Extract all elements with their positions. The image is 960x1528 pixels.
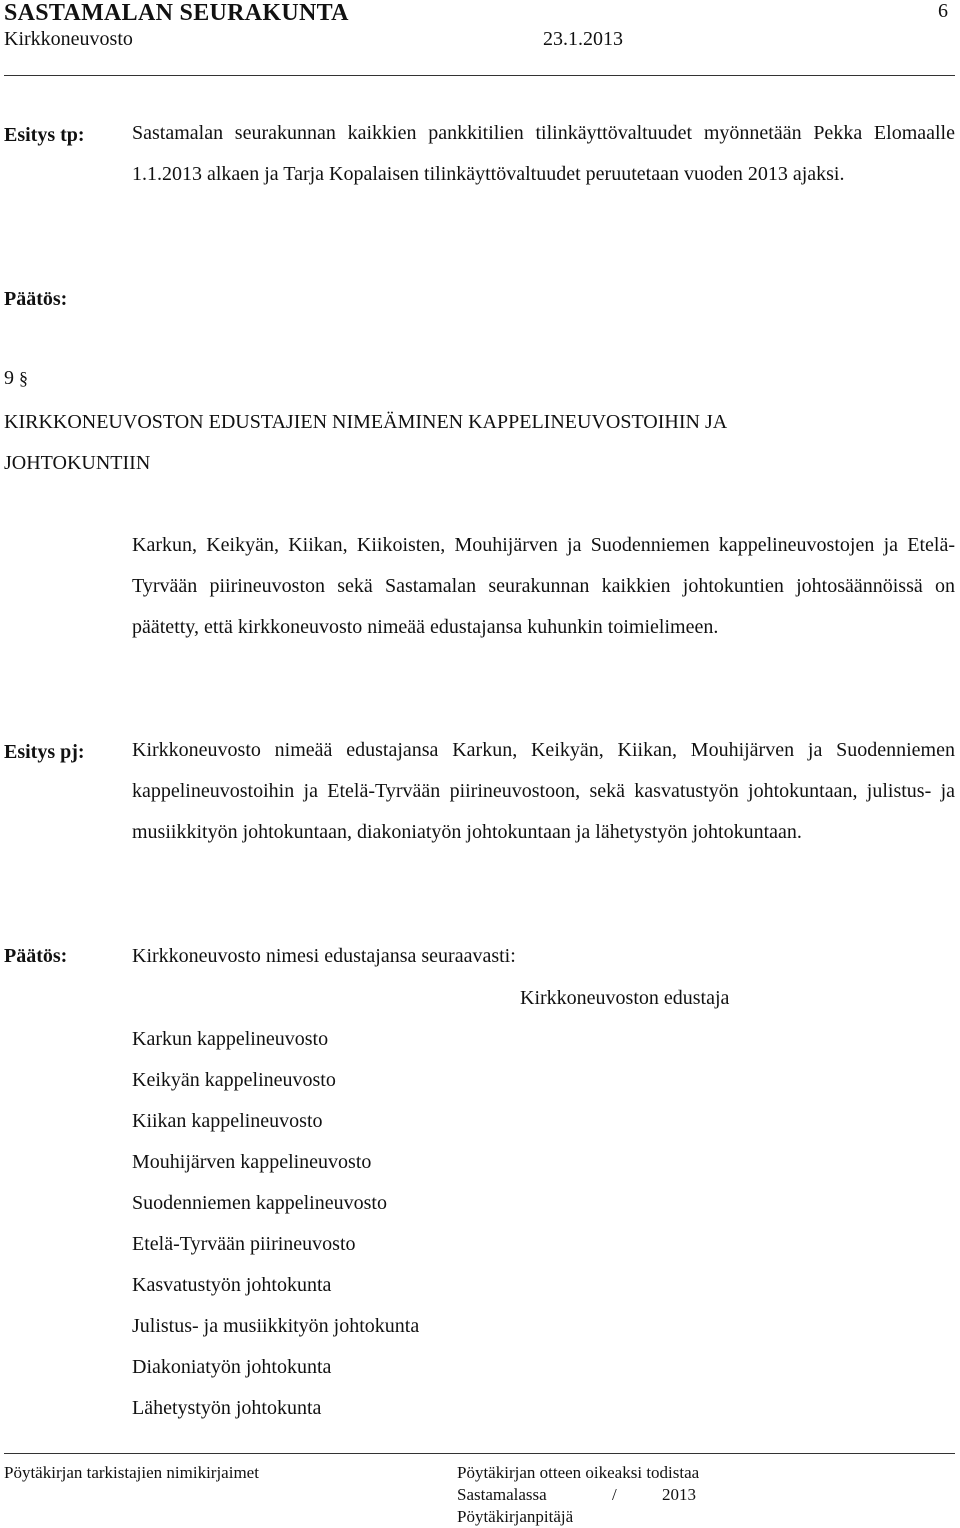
- list-item: Karkun kappelineuvosto: [132, 1028, 329, 1050]
- list-item: Suodenniemen kappelineuvosto: [132, 1192, 387, 1214]
- footer-initials-label: Pöytäkirjan tarkistajien nimikirjaimet: [4, 1463, 259, 1482]
- footer-year: 2013: [662, 1485, 696, 1504]
- decision-text: Kirkkoneuvosto nimesi edustajansa seuraavasti:: [132, 945, 516, 967]
- list-item: Etelä-Tyrvään piirineuvosto: [132, 1233, 356, 1255]
- proposal-text: Kirkkoneuvosto nimeää edustajansa Karkun, Keikyän, Kiikan, Mouhijärven ja Suodenniemen kappelineuvostoihin ja Etelä-Tyrvään piirineuvostoon, sekä kasvatustyön johtokuntaan, julistus- ja musiikkityön johtokuntaan, diakoniatyön johtokuntaan ja lähetystyön johtokuntaan.: [132, 739, 955, 843]
- proposal-label: Esitys pj:: [4, 741, 85, 763]
- decision-label-prev: Päätös:: [4, 288, 68, 310]
- section-sign: §: [19, 368, 28, 388]
- list-item: Lähetystyön johtokunta: [132, 1397, 322, 1419]
- meeting-date: 23.1.2013: [543, 28, 623, 50]
- organization-name: SASTAMALAN SEURAKUNTA: [4, 0, 349, 26]
- list-item: Kiikan kappelineuvosto: [132, 1110, 323, 1132]
- list-item: Keikyän kappelineuvosto: [132, 1069, 336, 1091]
- proposal-text-prev: Sastamalan seurakunnan kaikkien pankkitilien tilinkäyttövaltuudet myönnetään Pekka Elomaalle 1.1.2013 alkaen ja Tarja Kopalaisen tilinkäyttövaltuudet peruutetaan vuoden 2013 ajaksi.: [132, 122, 955, 185]
- representative-column-header: Kirkkoneuvoston edustaja: [520, 987, 730, 1009]
- proposal-label-prev: Esitys tp:: [4, 124, 85, 146]
- list-item: Kasvatustyön johtokunta: [132, 1274, 332, 1296]
- item-number: 9 §: [4, 367, 28, 389]
- list-item: Julistus- ja musiikkityön johtokunta: [132, 1315, 420, 1337]
- footer-place: Sastamalassa: [457, 1485, 547, 1504]
- footer-certification-label: Pöytäkirjan otteen oikeaksi todistaa: [457, 1463, 700, 1482]
- header-divider: [4, 75, 955, 76]
- footer-role: Pöytäkirjanpitäjä: [457, 1507, 574, 1526]
- item-title-line-1: KIRKKONEUVOSTON EDUSTAJIEN NIMEÄMINEN KAPPELINEUVOSTOIHIN JA: [4, 411, 728, 433]
- item-title-line-2: JOHTOKUNTIIN: [4, 452, 151, 474]
- list-item: Diakoniatyön johtokunta: [132, 1356, 332, 1378]
- item-intro: Karkun, Keikyän, Kiikan, Kiikoisten, Mouhijärven ja Suodenniemen kappelineuvostojen ja Etelä-Tyrvään piirineuvoston sekä Sastamalan seurakunnan kaikkien johtokuntien johtosäännöissä on päätetty, että kirkkoneuvosto nimeää edustajansa kuhunkin toimielimeen.: [132, 534, 955, 638]
- footer-slash: /: [612, 1485, 617, 1504]
- list-item: Mouhijärven kappelineuvosto: [132, 1151, 372, 1173]
- decision-label: Päätös:: [4, 945, 68, 967]
- footer-divider: [4, 1453, 955, 1454]
- meeting-body: Kirkkoneuvosto: [4, 28, 133, 50]
- page-number: 6: [938, 0, 948, 22]
